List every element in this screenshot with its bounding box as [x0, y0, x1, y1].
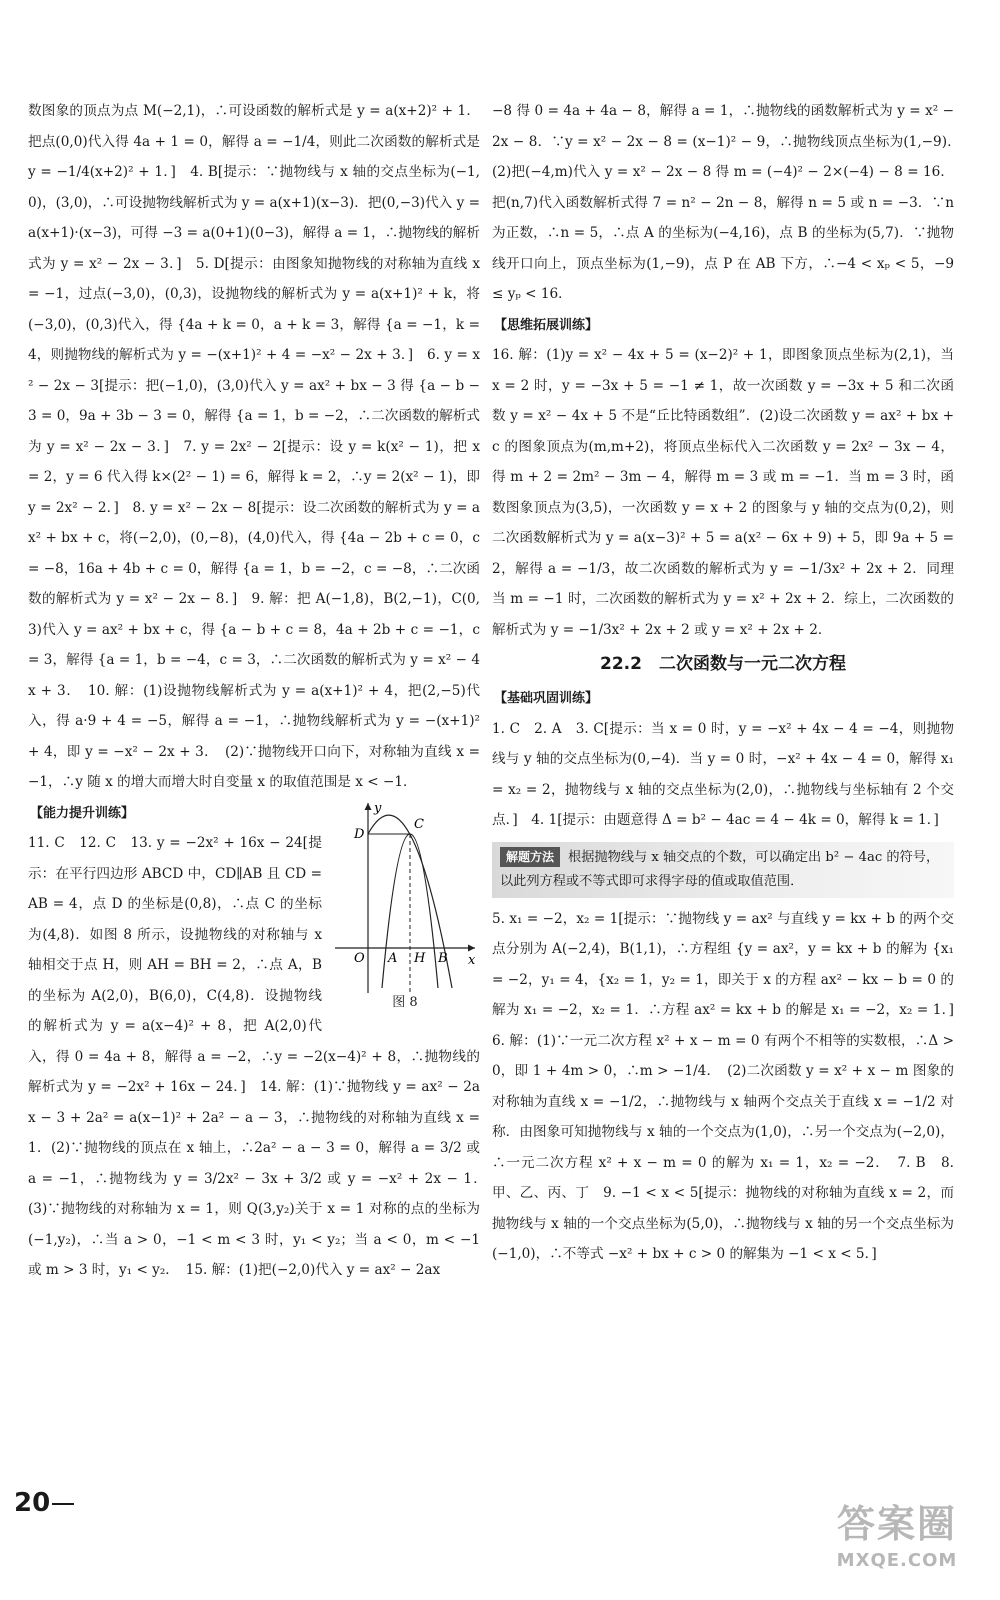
figure-label-h: H	[414, 950, 426, 966]
answer-text-block-1: 数图象的顶点为点 M(−2,1)，∴可设函数的解析式是 y = a(x+2)² + 1．把点(0,0)代入得 4a + 1 = 0，解得 a = −1/4，则此二次函数的解析式是 y = −1/4(x+2)² + 1．] 4. B[提示：∵抛物线与 x 轴的交点坐标为(−1,0)，(3,0)，∴可设抛物线解析式为 y = a(x+1)(x−3)．把(0,−3)代入 y = a(x+1)·(x−3)，可得 −3 = a(0+1)(0−3)，解得 a = 1，∴抛物线的解析式为 y = x² − 2x − 3．] 5. D[提示：由图象知抛物线的对称轴为直线 x = −1，过点(−3,0)，(0,3)，设抛物线的解析式为 y = a(x+1)² + k，将(−3,0)，(0,3)代入，得 {4a + k = 0，a + k = 3，解得 {a = −1，k = 4，则抛物线的解析式为 y = −(x+1)² + 4 = −x² − 2x + 3．] 6. y = x² − 2x − 3[提示：把(−1,0)，(3,0)代入 y = ax² + bx − 3 得 {a − b − 3 = 0，9a + 3b − 3 = 0，解得 {a = 1，b = −2，∴二次函数的解析式为 y = x² − 2x − 3．] 7. y = 2x² − 2[提示：设 y = k(x² − 1)，把 x = 2，y = 6 代入得 k×(2² − 1) = 6，解得 k = 2，∴y = 2(x² − 1)，即 y = 2x² − 2．] 8. y = x² − 2x − 8[提示：设二次函数的解析式为 y = ax² + bx + c，将(−2,0)，(0,−8)，(4,0)代入，得 {4a − 2b + c = 0，c = −8，16a + 4b + c = 0，解得 {a = 1，b = −2，c = −8，∴二次函数的解析式为 y = x² − 2x − 8．] 9. 解：把 A(−1,8)，B(2,−1)，C(0,3)代入 y = ax² + bx + c，得 {a − b + c = 8，4a + 2b + c = −1，c = 3，解得 {a = 1，b = −4，c = 3，∴二次函数的解析式为 y = x² − 4x + 3． 10. 解：(1)设抛物线解析式为 y = a(x+1)² + 4，把(2,−5)代入，得 a·9 + 4 = −5，解得 a = −1，∴抛物线解析式为 y = −(x+1)² + 4，即 y = −x² − 2x + 3． (2)∵抛物线开口向下，对称轴为直线 x = −1，∴y 随 x 的增大而增大时自变量 x 的取值范围是 x < −1．	[28, 103, 480, 790]
answer-text-block-2: 11. C 12. C 13. y = −2x² + 16x − 24[提示：在平行四边形 ABCD 中，CD∥AB 且 CD = AB = 4，点 D 的坐标是(0,8)，∴点 C 的坐标为(4,8)．如图 8 所示，设抛物线的对称轴与 x 轴相交于点 H，则 AH = BH = 2，∴点 A，B 的坐标为 A(2,0)，B(6,0)，C(4,8)．设抛物线的解析式为 y = a(x−4)² + 8，把 A(2,0)代入，得 0 = 4a + 8，解得 a = −2，∴y = −2(x−4)² + 8，∴抛物线的解析式为 y = −2x² + 16x − 24．] 14. 解：(1)∵抛物线 y = ax² − 2ax − 3 + 2a² = a(x−1)² + 2a² − a − 3，∴抛物线的对称轴为直线 x = 1．(2)∵抛物线的顶点在 x 轴上，∴2a² − a − 3 = 0，解得 a = 3/2 或 a = −1，∴抛物线为 y = 3/2x² − 3x + 3/2 或 y = −x² + 2x − 1． (3)∵抛物线的对称轴为 x = 1，则 Q(3,y₂)关于 x = 1 对称的点的坐标为(−1,y₂)，∴当 a > 0，−1 < m < 3 时，y₁ < y₂；当 a < 0，m < −1 或 m > 3 时，y₁ < y₂． 15. 解：(1)把(−2,0)代入 y = ax² − 2ax	[28, 835, 494, 1278]
answer-text-block-3: −8 得 0 = 4a + 4a − 8，解得 a = 1，∴抛物线的函数解析式为 y = x² − 2x − 8．∵y = x² − 2x − 8 = (x−1)² − 9，∴抛物线顶点坐标为(1,−9)． (2)把(−4,m)代入 y = x² − 2x − 8 得 m = (−4)² − 2×(−4) − 8 = 16．把(n,7)代入函数解析式得 7 = n² − 2n − 8，解得 n = 5 或 n = −3．∵n 为正数，∴n = 5，∴点 A 的坐标为(−4,16)，点 B 的坐标为(5,7)．∵抛物线开口向上，顶点坐标为(1,−9)，点 P 在 AB 下方，∴−4 < xₚ < 5，−9 ≤ yₚ < 16．	[492, 103, 968, 302]
method-tip-box	[492, 842, 954, 898]
answer-text-block-4: 16. 解：(1)y = x² − 4x + 5 = (x−2)² + 1，即图象顶点坐标为(2,1)，当 x = 2 时，y = −3x + 5 = −1 ≠ 1，故一次函数 y = −3x + 5 和二次函数 y = x² − 4x + 5 不是“丘比特函数组”．(2)设二次函数 y = ax² + bx + c 的图象顶点为(m,m+2)，将顶点坐标代入二次函数 y = 2x² − 3x − 4，得 m + 2 = 2m² − 3m − 4，解得 m = 3 或 m = −1．当 m = 3 时，函数图象顶点为(3,5)，一次函数 y = x + 2 的图象与 y 轴的交点为(0,2)，则二次函数解析式为 y = a(x−3)² + 5 = a(x² − 6x + 9) + 5，即 9a + 5 = 2，解得 a = −1/3，故二次函数的解析式为 y = −1/3x² + 2x + 2．同理当 m = −1 时，二次函数的解析式为 y = x² + 2x + 2．综上，二次函数的解析式为 y = −1/3x² + 2x + 2 或 y = x² + 2x + 2．	[492, 347, 954, 638]
section-title-22-2: 22.2 二次函数与一元二次方程	[600, 654, 846, 674]
watermark-logo	[812, 1500, 982, 1590]
figure-8	[330, 798, 480, 1016]
section-tag-basic: 【 基础巩固训练 】	[492, 689, 600, 709]
parabola-figure	[330, 798, 480, 998]
right-column	[492, 96, 968, 1270]
method-label: 解题方法	[500, 847, 560, 867]
figure-label-a: A	[388, 950, 398, 966]
section-tag-thinking: 【 思维拓展训练 】	[492, 316, 600, 336]
watermark-bottom: MXQE.COM	[836, 1550, 958, 1571]
method-text: 根据抛物线与 x 轴交点的个数，可以确定出 b² − 4ac 的符号，以此列方程或不等式即可求得字母的值或取值范围．	[500, 849, 940, 889]
figure-caption: 图 8	[392, 994, 418, 1010]
page-number: 20	[14, 1488, 51, 1518]
answer-text-block-6: 5. x₁ = −2，x₂ = 1[提示：∵抛物线 y = ax² 与直线 y = kx + b 的两个交点分别为 A(−2,4)，B(1,1)，∴方程组 {y = ax²，y = kx + b 的解为 {x₁ = −2，y₁ = 4，{x₂ = 1，y₂ = 1，即关于 x 的方程 ax² − kx − b = 0 的解为 x₁ = −2，x₂ = 1．∴方程 ax² = kx + b 的解是 x₁ = −2，x₂ = 1．] 6. 解：(1)∵一元二次方程 x² + x − m = 0 有两个不相等的实数根，∴Δ > 0，即 1 + 4m > 0，∴m > −1/4． (2)二次函数 y = x² + x − m 图象的对称轴为直线 x = −1/2，∴抛物线与 x 轴两个交点关于直线 x = −1/2 对称．由图象可知抛物线与 x 轴的一个交点为(1,0)，∴另一个交点为(−2,0)，∴一元二次方程 x² + x − m = 0 的解为 x₁ = 1，x₂ = −2． 7. B 8. 甲、乙、丙、丁 9. −1 < x < 5[提示：抛物线的对称轴为直线 x = 2，而抛物线与 x 轴的一个交点坐标为(5,0)，∴抛物线与 x 轴的另一个交点坐标为(−1,0)，∴不等式 −x² + bx + c > 0 的解集为 −1 < x < 5．]	[492, 910, 968, 1262]
answer-text-block-5: 1. C 2. A 3. C[提示：当 x = 0 时，y = −x² + 4x − 4 = −4，则抛物线与 y 轴的交点坐标为(0,−4)．当 y = 0 时，−x² + 4x − 4 = 0，解得 x₁ = x₂ = 2，抛物线与 x 轴的交点坐标为(2,0)，∴抛物线与坐标轴有 2 个交点．] 4. 1[提示：由题意得 Δ = b² − 4ac = 4 − 4k = 0，解得 k = 1．]	[492, 720, 954, 828]
watermark-top: 答案圈	[836, 1502, 957, 1546]
left-column	[28, 96, 494, 1286]
section-tag-ability: 【 能力提升训练 】	[28, 804, 136, 824]
page-number-dash	[52, 1503, 74, 1505]
figure-label-b: B	[438, 950, 448, 966]
figure-label-c: C	[414, 816, 424, 832]
figure-label-d: D	[354, 826, 365, 842]
figure-label-y: y	[374, 800, 382, 816]
figure-label-o: O	[354, 950, 365, 966]
figure-label-x: x	[468, 952, 476, 968]
